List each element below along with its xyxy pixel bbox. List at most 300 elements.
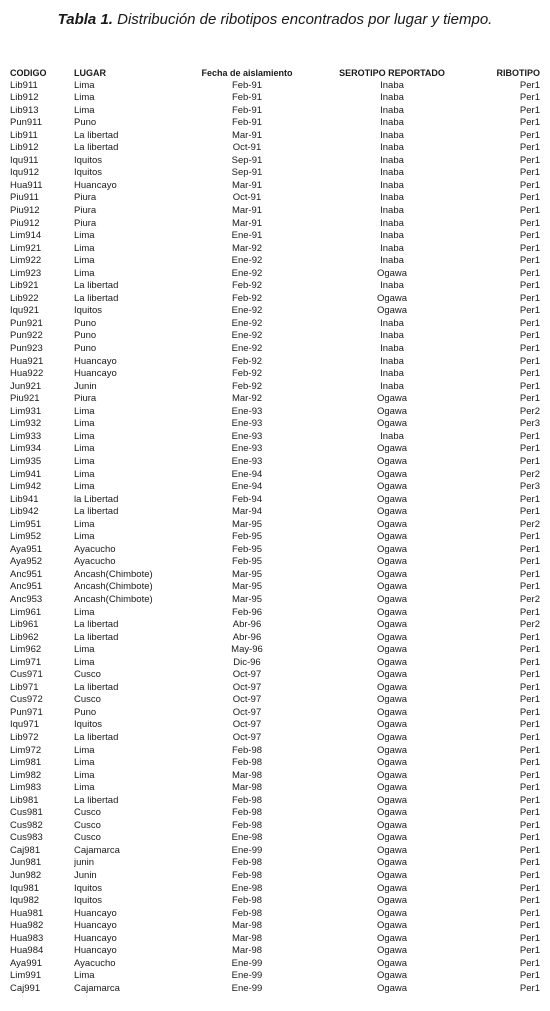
cell-codigo: Jun982	[10, 870, 42, 881]
table-row	[10, 607, 540, 620]
cell-codigo: Lib961	[10, 619, 39, 631]
caption-label: Tabla 1.	[57, 11, 113, 28]
cell-serotipo: Ogawa	[376, 493, 408, 505]
header-fecha: Fecha de aislamiento	[201, 68, 293, 78]
cell-ribotipo: Per1	[519, 305, 540, 317]
cell-ribotipo: Per1	[519, 343, 540, 355]
cell-lugar: Piura	[74, 217, 97, 229]
cell-lugar: Junin	[74, 870, 97, 881]
header-lugar: LUGAR	[74, 68, 106, 78]
cell-lugar: Lima	[74, 769, 95, 781]
table-row	[10, 393, 540, 406]
cell-fecha: Ene-94	[231, 468, 263, 480]
cell-codigo: Lim935	[10, 455, 42, 467]
header-serotipo: SEROTIPO REPORTADO	[339, 68, 445, 78]
cell-ribotipo: Per1	[519, 142, 540, 154]
cell-ribotipo: Per1	[519, 782, 540, 794]
cell-lugar: Lima	[74, 443, 95, 455]
cell-serotipo: Inaba	[380, 317, 404, 329]
cell-fecha: Oct-97	[232, 706, 262, 718]
cell-codigo: Iqu911	[10, 154, 39, 166]
table-row	[10, 293, 540, 306]
cell-codigo: Lim983	[10, 782, 42, 794]
cell-lugar: Cajamarca	[74, 982, 120, 994]
table-row	[10, 895, 540, 908]
cell-serotipo: Ogawa	[376, 932, 408, 944]
cell-codigo: Lim922	[10, 255, 42, 267]
cell-serotipo: Inaba	[380, 255, 404, 267]
table-row	[10, 632, 540, 645]
cell-codigo: Lim982	[10, 769, 42, 781]
cell-serotipo: Ogawa	[376, 794, 408, 806]
cell-ribotipo: Per1	[519, 506, 540, 518]
cell-fecha: Feb-98	[231, 794, 263, 806]
cell-ribotipo: Per1	[519, 857, 540, 869]
cell-ribotipo: Per1	[519, 895, 540, 907]
caption-text: Distribución de ribotipos encontrados por lugar y tiempo.	[112, 11, 493, 28]
table-row	[10, 845, 540, 858]
cell-codigo: Lim934	[10, 443, 42, 455]
table-row	[10, 870, 540, 883]
cell-lugar: Cusco	[74, 694, 101, 706]
cell-serotipo: Ogawa	[376, 405, 408, 417]
table-row	[10, 770, 540, 783]
cell-fecha: Feb-98	[231, 819, 263, 831]
table-row	[10, 481, 540, 494]
table-row	[10, 581, 540, 594]
cell-ribotipo: Per1	[519, 179, 540, 191]
cell-codigo: Lib912	[10, 142, 39, 154]
cell-lugar: Iquitos	[74, 895, 102, 907]
cell-fecha: Mar-98	[231, 920, 263, 932]
table-row	[10, 180, 540, 193]
cell-codigo: Cus983	[10, 832, 43, 844]
cell-ribotipo: Per1	[519, 92, 540, 104]
cell-lugar: Cusco	[74, 807, 101, 819]
cell-ribotipo: Per1	[519, 267, 540, 279]
cell-lugar: La libertad	[74, 506, 119, 518]
cell-fecha: Ene-92	[231, 255, 263, 267]
cell-lugar: la Libertad	[74, 493, 119, 505]
cell-lugar: Piura	[74, 192, 97, 204]
cell-ribotipo: Per1	[519, 493, 540, 505]
cell-fecha: Oct-91	[232, 192, 262, 204]
cell-serotipo: Ogawa	[376, 644, 408, 656]
cell-serotipo: Inaba	[380, 117, 404, 129]
cell-fecha: Ene-92	[231, 305, 263, 317]
cell-serotipo: Ogawa	[376, 455, 408, 467]
cell-serotipo: Ogawa	[376, 581, 408, 593]
cell-ribotipo: Per1	[519, 393, 540, 405]
cell-codigo: Caj991	[10, 982, 41, 994]
cell-lugar: Lima	[74, 468, 95, 480]
cell-codigo: Lim914	[10, 230, 42, 242]
table-row	[10, 719, 540, 732]
table-row	[10, 908, 540, 921]
cell-ribotipo: Per1	[519, 870, 540, 881]
cell-ribotipo: Per1	[519, 217, 540, 229]
table-row	[10, 230, 540, 243]
cell-lugar: Ancash(Chimbote)	[74, 581, 153, 593]
cell-codigo: Lib941	[10, 493, 39, 505]
cell-codigo: Lim961	[10, 606, 42, 618]
cell-codigo: Lib912	[10, 92, 39, 104]
cell-lugar: La libertad	[74, 129, 119, 141]
cell-lugar: Lima	[74, 970, 95, 982]
cell-serotipo: Ogawa	[376, 393, 408, 405]
table-row	[10, 443, 540, 456]
cell-ribotipo: Per2	[519, 468, 540, 480]
cell-ribotipo: Per1	[519, 543, 540, 555]
cell-serotipo: Ogawa	[376, 832, 408, 844]
cell-ribotipo: Per1	[519, 568, 540, 580]
cell-ribotipo: Per1	[519, 192, 540, 204]
cell-ribotipo: Per1	[519, 556, 540, 568]
cell-codigo: Aya951	[10, 543, 43, 555]
cell-ribotipo: Per1	[519, 230, 540, 242]
cell-fecha: Mar-91	[231, 217, 263, 229]
cell-fecha: Feb-91	[231, 104, 263, 116]
cell-fecha: Feb-95	[231, 556, 263, 568]
cell-lugar: Lima	[74, 405, 95, 417]
cell-lugar: Lima	[74, 531, 95, 543]
cell-lugar: Lima	[74, 757, 95, 769]
cell-fecha: Feb-98	[231, 757, 263, 769]
cell-fecha: Mar-94	[231, 506, 263, 518]
cell-codigo: Aya991	[10, 957, 43, 969]
cell-lugar: Puno	[74, 343, 97, 355]
cell-lugar: Huancayo	[74, 945, 117, 957]
cell-codigo: Caj981	[10, 844, 41, 856]
cell-serotipo: Inaba	[380, 192, 404, 204]
table-row	[10, 305, 540, 318]
cell-ribotipo: Per1	[519, 882, 540, 894]
cell-ribotipo: Per1	[519, 945, 540, 957]
cell-serotipo: Inaba	[380, 280, 404, 292]
cell-codigo: Hua981	[10, 907, 44, 919]
cell-serotipo: Ogawa	[376, 694, 408, 706]
cell-codigo: Lim962	[10, 644, 42, 656]
cell-serotipo: Ogawa	[376, 970, 408, 982]
table-row	[10, 318, 540, 331]
cell-serotipo: Ogawa	[376, 895, 408, 907]
cell-serotipo: Inaba	[380, 129, 404, 141]
cell-codigo: Lib962	[10, 631, 39, 643]
cell-codigo: Lim972	[10, 744, 42, 756]
cell-lugar: Lima	[74, 518, 95, 530]
cell-lugar: La libertad	[74, 142, 119, 154]
cell-lugar: Lima	[74, 455, 95, 467]
cell-lugar: La libertad	[74, 681, 119, 693]
table-body	[10, 80, 540, 996]
cell-ribotipo: Per3	[519, 481, 540, 493]
cell-lugar: Iquitos	[74, 719, 102, 731]
cell-lugar: Lima	[74, 267, 95, 279]
table-row	[10, 556, 540, 569]
cell-codigo: Lib921	[10, 280, 39, 292]
table-row	[10, 105, 540, 118]
cell-lugar: Cusco	[74, 819, 101, 831]
cell-fecha: Feb-92	[231, 292, 263, 304]
cell-ribotipo: Per1	[519, 706, 540, 718]
cell-lugar: Huancayo	[74, 179, 117, 191]
cell-serotipo: Ogawa	[376, 731, 408, 743]
table-row	[10, 795, 540, 808]
cell-lugar: La libertad	[74, 619, 119, 631]
cell-lugar: Lima	[74, 782, 95, 794]
cell-lugar: Ayacucho	[74, 957, 116, 969]
cell-serotipo: Ogawa	[376, 606, 408, 618]
cell-codigo: Iqu921	[10, 305, 40, 317]
cell-fecha: Ene-92	[231, 343, 263, 355]
cell-serotipo: Ogawa	[376, 506, 408, 518]
cell-fecha: Oct-91	[232, 142, 262, 154]
cell-ribotipo: Per1	[519, 443, 540, 455]
cell-lugar: La libertad	[74, 631, 119, 643]
cell-ribotipo: Per1	[519, 167, 540, 179]
table-row	[10, 732, 540, 745]
cell-codigo: Lim941	[10, 468, 42, 480]
cell-fecha: Ene-92	[231, 317, 263, 329]
cell-codigo: Lib922	[10, 292, 39, 304]
cell-ribotipo: Per1	[519, 242, 540, 254]
cell-serotipo: Ogawa	[376, 744, 408, 756]
cell-serotipo: Inaba	[380, 104, 404, 116]
cell-lugar: Lima	[74, 644, 95, 656]
cell-codigo: Lim991	[10, 970, 42, 982]
cell-ribotipo: Per1	[519, 669, 540, 681]
cell-serotipo: Inaba	[380, 92, 404, 104]
cell-serotipo: Inaba	[380, 79, 404, 91]
cell-serotipo: Ogawa	[376, 844, 408, 856]
cell-lugar: Huancayo	[74, 355, 117, 367]
cell-codigo: Lim971	[10, 656, 42, 668]
cell-fecha: Ene-98	[231, 832, 263, 844]
cell-ribotipo: Per1	[519, 757, 540, 769]
header-ribotipo: RIBOTIPO	[496, 68, 540, 78]
cell-codigo: Iqu971	[10, 719, 40, 731]
cell-fecha: Sep-91	[231, 154, 263, 166]
table-row	[10, 657, 540, 670]
cell-fecha: Feb-91	[231, 92, 263, 104]
table-row	[10, 80, 540, 93]
cell-serotipo: Ogawa	[376, 656, 408, 668]
cell-fecha: Feb-92	[231, 280, 263, 292]
cell-lugar: Ayacucho	[74, 556, 116, 568]
cell-fecha: Ene-91	[231, 230, 263, 242]
cell-lugar: Iquitos	[74, 167, 102, 179]
table-row	[10, 406, 540, 419]
table-row	[10, 431, 540, 444]
cell-serotipo: Ogawa	[376, 882, 408, 894]
cell-ribotipo: Per1	[519, 104, 540, 116]
cell-ribotipo: Per1	[519, 907, 540, 919]
cell-ribotipo: Per1	[519, 807, 540, 819]
header-row	[10, 67, 540, 80]
cell-codigo: Lib911	[10, 129, 38, 141]
cell-lugar: Lima	[74, 79, 95, 91]
cell-codigo: Lim921	[10, 242, 42, 254]
cell-ribotipo: Per1	[519, 744, 540, 756]
cell-serotipo: Ogawa	[376, 518, 408, 530]
cell-lugar: Lima	[74, 418, 95, 430]
cell-serotipo: Ogawa	[376, 468, 408, 480]
cell-serotipo: Inaba	[380, 355, 404, 367]
table-row	[10, 192, 540, 205]
cell-ribotipo: Per1	[519, 970, 540, 982]
cell-serotipo: Ogawa	[376, 807, 408, 819]
cell-codigo: Jun981	[10, 857, 42, 869]
cell-lugar: Cajamarca	[74, 844, 120, 856]
cell-serotipo: Inaba	[380, 154, 404, 166]
cell-serotipo: Ogawa	[376, 870, 408, 881]
table-row	[10, 531, 540, 544]
cell-lugar: Huancayo	[74, 368, 117, 380]
cell-codigo: Hua921	[10, 355, 44, 367]
table-row	[10, 268, 540, 281]
table-row	[10, 757, 540, 770]
cell-fecha: Mar-95	[231, 581, 263, 593]
cell-fecha: Ene-98	[231, 882, 263, 894]
cell-codigo: Iqu981	[10, 882, 40, 894]
cell-lugar: Lima	[74, 104, 95, 116]
table-row	[10, 255, 540, 268]
table-row	[10, 694, 540, 707]
cell-ribotipo: Per2	[519, 619, 540, 631]
cell-codigo: Piu921	[10, 393, 40, 405]
cell-ribotipo: Per1	[519, 205, 540, 217]
cell-lugar: Lima	[74, 744, 95, 756]
cell-codigo: Piu912	[10, 205, 40, 217]
table-row	[10, 594, 540, 607]
table-row	[10, 933, 540, 946]
cell-ribotipo: Per1	[519, 731, 540, 743]
cell-lugar: Junin	[74, 380, 97, 392]
table-row	[10, 920, 540, 933]
cell-ribotipo: Per2	[519, 518, 540, 530]
cell-fecha: Feb-92	[231, 368, 263, 380]
cell-fecha: Mar-98	[231, 945, 263, 957]
cell-serotipo: Ogawa	[376, 681, 408, 693]
cell-fecha: May-96	[231, 644, 263, 656]
cell-lugar: Ayacucho	[74, 543, 116, 555]
cell-ribotipo: Per1	[519, 681, 540, 693]
table-row	[10, 682, 540, 695]
cell-serotipo: Ogawa	[376, 769, 408, 781]
cell-serotipo: Ogawa	[376, 443, 408, 455]
cell-lugar: La libertad	[74, 280, 119, 292]
cell-serotipo: Ogawa	[376, 945, 408, 957]
cell-ribotipo: Per2	[519, 405, 540, 417]
cell-fecha: Oct-97	[232, 669, 262, 681]
cell-fecha: Feb-92	[231, 355, 263, 367]
cell-codigo: Piu911	[10, 192, 39, 204]
cell-fecha: Ene-92	[231, 330, 263, 342]
cell-fecha: Ene-99	[231, 982, 263, 994]
table-row	[10, 218, 540, 231]
cell-lugar: Lima	[74, 242, 95, 254]
cell-codigo: Anc953	[10, 593, 43, 605]
table-row	[10, 280, 540, 293]
table-row	[10, 569, 540, 582]
cell-serotipo: Ogawa	[376, 292, 408, 304]
cell-codigo: Jun921	[10, 380, 42, 392]
table-row	[10, 130, 540, 143]
cell-ribotipo: Per1	[519, 154, 540, 166]
cell-codigo: Lim932	[10, 418, 42, 430]
table-row	[10, 155, 540, 168]
cell-codigo: Hua911	[10, 179, 43, 191]
cell-codigo: Pun921	[10, 317, 43, 329]
cell-lugar: Lima	[74, 92, 95, 104]
table-row	[10, 381, 540, 394]
cell-codigo: Cus971	[10, 669, 43, 681]
cell-ribotipo: Per1	[519, 719, 540, 731]
cell-fecha: Mar-91	[231, 129, 263, 141]
cell-fecha: Mar-98	[231, 769, 263, 781]
cell-serotipo: Ogawa	[376, 857, 408, 869]
cell-codigo: Lib913	[10, 104, 39, 116]
cell-serotipo: Inaba	[380, 167, 404, 179]
cell-fecha: Mar-98	[231, 932, 263, 944]
cell-lugar: Piura	[74, 393, 97, 405]
cell-fecha: Mar-95	[231, 568, 263, 580]
table-row	[10, 519, 540, 532]
cell-lugar: Ancash(Chimbote)	[74, 568, 153, 580]
cell-codigo: Cus982	[10, 819, 43, 831]
cell-ribotipo: Per1	[519, 255, 540, 267]
cell-lugar: Puno	[74, 317, 97, 329]
cell-ribotipo: Per1	[519, 531, 540, 543]
cell-codigo: Lib981	[10, 794, 39, 806]
cell-ribotipo: Per1	[519, 794, 540, 806]
cell-ribotipo: Per1	[519, 644, 540, 656]
cell-codigo: Lib911	[10, 79, 38, 91]
cell-serotipo: Ogawa	[376, 819, 408, 831]
cell-ribotipo: Per1	[519, 129, 540, 141]
cell-serotipo: Inaba	[380, 205, 404, 217]
cell-ribotipo: Per1	[519, 982, 540, 994]
cell-codigo: Lib971	[10, 681, 39, 693]
cell-fecha: Mar-92	[231, 393, 263, 405]
table-row	[10, 343, 540, 356]
cell-lugar: Huancayo	[74, 932, 117, 944]
cell-serotipo: Inaba	[380, 380, 404, 392]
table-row	[10, 745, 540, 758]
cell-ribotipo: Per1	[519, 581, 540, 593]
cell-fecha: Ene-93	[231, 455, 263, 467]
cell-lugar: Puno	[74, 117, 97, 129]
cell-fecha: Ene-99	[231, 970, 263, 982]
cell-lugar: Iquitos	[74, 882, 102, 894]
cell-codigo: Hua982	[10, 920, 44, 932]
cell-lugar: Ancash(Chimbote)	[74, 593, 153, 605]
cell-fecha: Ene-93	[231, 405, 263, 417]
cell-fecha: Ene-93	[231, 443, 263, 455]
cell-lugar: Lima	[74, 656, 95, 668]
cell-fecha: Feb-98	[231, 857, 263, 869]
cell-ribotipo: Per1	[519, 769, 540, 781]
cell-lugar: Lima	[74, 606, 95, 618]
table-row	[10, 707, 540, 720]
cell-fecha: Ene-94	[231, 481, 263, 493]
cell-ribotipo: Per1	[519, 832, 540, 844]
cell-codigo: Lib972	[10, 731, 39, 743]
cell-lugar: junin	[74, 857, 95, 869]
cell-fecha: Oct-97	[232, 719, 262, 731]
cell-ribotipo: Per1	[519, 932, 540, 944]
cell-serotipo: Ogawa	[376, 556, 408, 568]
